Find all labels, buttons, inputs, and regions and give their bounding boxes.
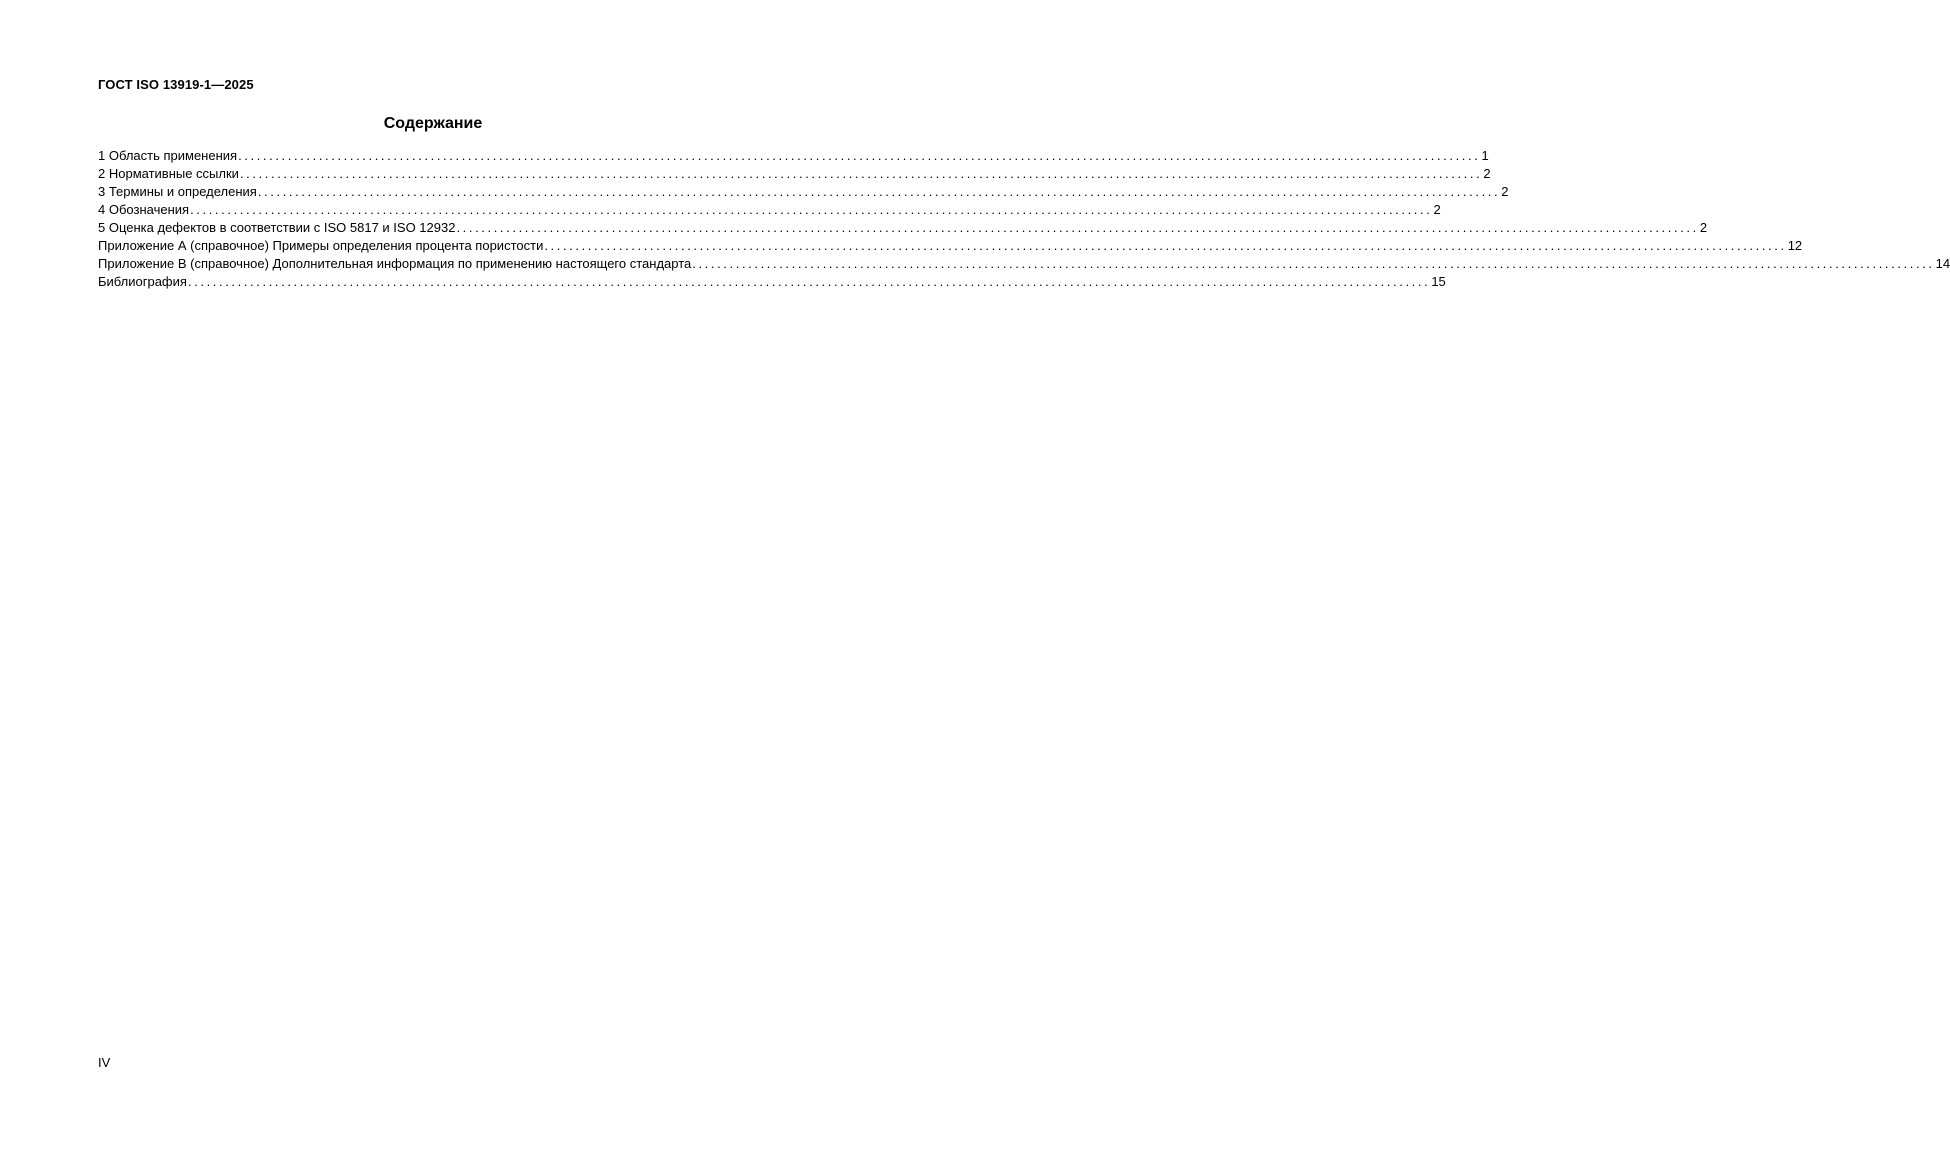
document-header: ГОСТ ISO 13919-1—2025 bbox=[98, 77, 254, 92]
toc-entry-page: 2 bbox=[1501, 184, 1509, 199]
toc-entry-page: 1 bbox=[1481, 148, 1489, 163]
toc-entry[interactable] bbox=[98, 183, 1509, 201]
toc-leader-dots: ........................................................................................................................................................................................................ bbox=[456, 220, 1699, 235]
toc-leader-dots: ........................................................................................................................................................................................................ bbox=[187, 274, 1431, 289]
toc-entry-page: 2 bbox=[1483, 166, 1491, 181]
toc-entry-label: Библиография bbox=[98, 274, 187, 289]
toc-entry-label: 1 Область применения bbox=[98, 148, 238, 163]
toc-entry[interactable] bbox=[98, 237, 1803, 255]
toc-entry[interactable] bbox=[98, 147, 1489, 165]
toc-entry[interactable] bbox=[98, 273, 1446, 291]
toc-entry-label: 3 Термины и определения bbox=[98, 184, 257, 199]
toc-leader-dots: ........................................................................................................................................................................................................ bbox=[190, 202, 1433, 217]
toc-entry-label: Приложение В (справочное) Дополнительная информация по применению настоящего стандарта bbox=[98, 256, 692, 271]
toc-leader-dots: ........................................................................................................................................................................................................ bbox=[692, 256, 1935, 271]
toc-leader-dots: ........................................................................................................................................................................................................ bbox=[257, 184, 1501, 199]
page-number: IV bbox=[98, 1055, 111, 1070]
toc-title: Содержание bbox=[383, 115, 483, 132]
toc-entry-page: 14 bbox=[1935, 256, 1950, 271]
toc-leader-dots: ........................................................................................................................................................................................................ bbox=[544, 238, 1787, 253]
toc-entry-label: 2 Нормативные ссылки bbox=[98, 166, 239, 181]
toc-entry-label: Приложение А (справочное) Примеры определения процента пористости bbox=[98, 238, 544, 253]
toc-entry-page: 2 bbox=[1699, 220, 1708, 235]
toc-entry[interactable] bbox=[98, 165, 1491, 183]
toc-entry-page: 2 bbox=[1433, 202, 1441, 217]
toc-entry[interactable] bbox=[98, 219, 1708, 237]
table-of-contents bbox=[98, 147, 1950, 291]
toc-entry[interactable] bbox=[98, 201, 1441, 219]
toc-entry-page: 12 bbox=[1787, 238, 1803, 253]
toc-entry-page: 15 bbox=[1431, 274, 1446, 289]
toc-entry-label: 5 Оценка дефектов в соответствии с ISO 5817 и ISO 12932 bbox=[98, 220, 456, 235]
toc-entry-label: 4 Обозначения bbox=[98, 202, 190, 217]
toc-leader-dots: ........................................................................................................................................................................................................ bbox=[239, 166, 1483, 181]
toc-entry[interactable] bbox=[98, 255, 1950, 273]
toc-leader-dots: ........................................................................................................................................................................................................ bbox=[238, 148, 1481, 163]
